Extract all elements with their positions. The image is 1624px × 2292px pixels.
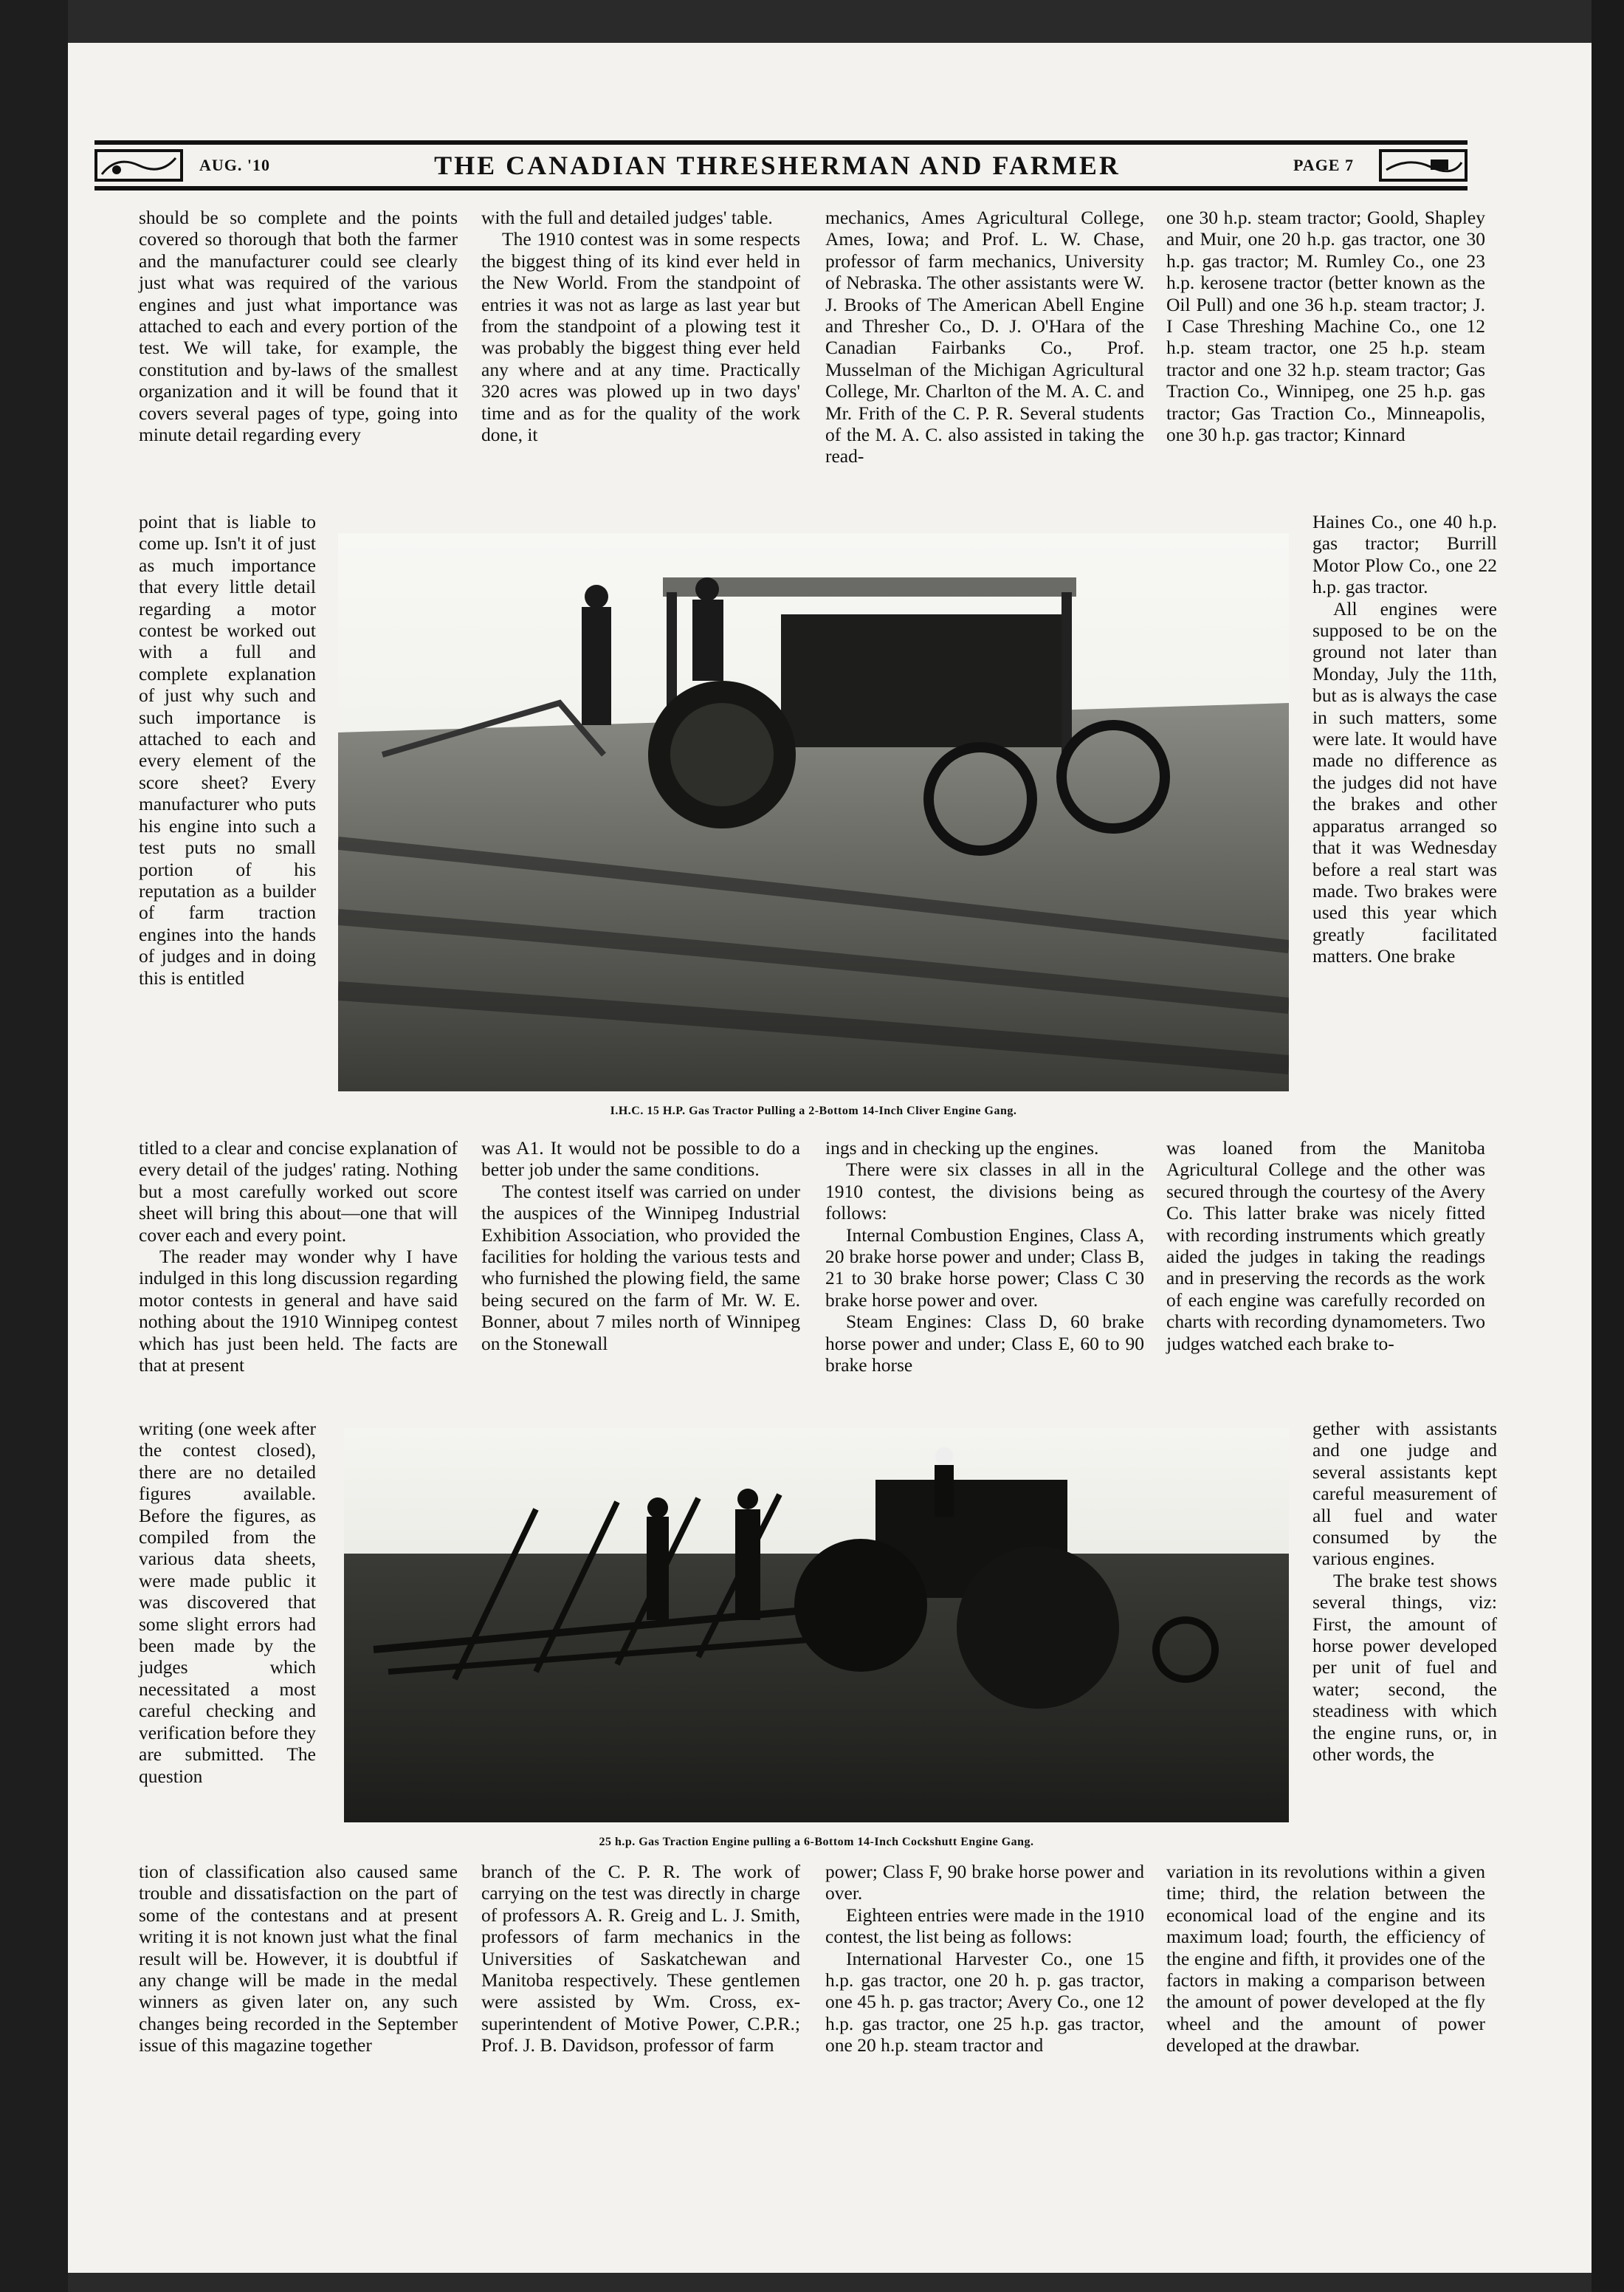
column-4-wrap [1312,511,1497,967]
column-1-top [139,207,458,445]
paragraph: tion of classification also caused same trouble and dissatisfaction on the part of some of the contestans and at present writing it is not known just what the final result will be. However, it is doubtful if any change will be made in the medal winners as given later on, any such changes being recorded in the September issue of this magazine together [139,1861,458,2056]
paragraph: writing (one week after the contest closed), there are no detailed figures available. Before the figures, as compiled from the various data sheets, were made public it was discovered that some slight errors had been made by the judges which necessitated a most careful checking and verification before they are submitted. The question [139,1418,316,1787]
column-3-bottom [825,1861,1144,2056]
photo-caption: 25 h.p. Gas Traction Engine pulling a 6-Bottom 14-Inch Cockshutt Engine Gang. [599,1836,1034,1848]
paragraph: Eighteen entries were made in the 1910 contest, the list being as follows: [825,1904,1144,1948]
paragraph: variation in its revolutions within a given time; third, the relation between the economical load of the engine and its maximum load; fourth, the efficiency of the engine and fifth, it provides one of the factors in making a comparison between the amount of power developed at the fly wheel and the amount of power developed at the drawbar. [1166,1861,1485,2056]
paragraph: was A1. It would not be possible to do a better job under the same conditions. [481,1137,800,1181]
column-3-top [825,207,1144,467]
paragraph: branch of the C. P. R. The work of carrying on the test was directly in charge of professors A. R. Greig and L. J. Smith, professors of farm mechanics in the Universities of Saskatchewan and Manitoba respectively. These gentlemen were assisted by Wm. Cross, ex-superintendent of Motive Power, C.P.R.; Prof. J. B. Davidson, professor of farm [481,1861,800,2056]
paragraph: Haines Co., one 40 h.p. gas tractor; Burrill Motor Plow Co., one 22 h.p. gas tractor. [1312,511,1497,598]
column-1-mid [139,1137,458,1376]
photo-gas-traction-cockshutt-gang [344,1428,1289,1822]
paragraph: ings and in checking up the engines. [825,1137,1099,1159]
column-2-mid [481,1137,800,1354]
paragraph: with the full and detailed judges' table. [481,207,773,228]
paragraph: gether with assistants and one judge and several assistants kept careful measurement of all fuel and water consumed by the various engines. [1312,1418,1497,1570]
paragraph: was loaned from the Manitoba Agricultural College and the other was secured through the courtesy of the Avery Co. This latter brake was nicely fitted with recording instruments which greatly aided the judges in taking the readings and in preserving the records as the work of each engine was carefully recorded on charts with recording dynamometers. Two judges watched each brake to- [1166,1137,1485,1354]
column-4-wrap-2 [1312,1418,1497,1766]
page-edge-right [1592,0,1624,2292]
column-4-bottom [1166,1861,1485,2056]
masthead-banner [94,140,1468,191]
issue-date: AUG. '10 [199,156,270,174]
column-1-wrap-2 [139,1418,316,1787]
paragraph: The reader may wonder why I have indulged in this long discussion regarding motor contests in general and have said nothing about the 1910 Winnipeg contest which has just been held. The facts are that at present [139,1246,458,1376]
right-ornament-icon [1379,148,1468,183]
paragraph: Internal Combustion Engines, Class A, 20 brake horse power and under; Class B, 21 to 30 brake horse power; Class C 30 brake horse power and over. [825,1224,1144,1311]
paragraph: Steam Engines: Class D, 60 brake horse power and under; Class E, 60 to 90 brake horse [825,1311,1144,1376]
paragraph: titled to a clear and concise explanation of every detail of the judges' rating. Nothing but a most carefully worked out score sheet will bring this about—one that will cover each and every point. [139,1137,458,1246]
paragraph: International Harvester Co., one 15 h.p. gas tractor, one 20 h. p. gas tractor, one 45 h. p. gas tractor; Avery Co., one 12 h.p. gas tractor, one 25 h.p. gas tractor, one 20 h.p. steam tractor and [825,1947,1144,2056]
paragraph: The 1910 contest was in some respects the biggest thing of its kind ever held in the New World. From the standpoint of entries it was not as large as last year but from the standpoint of a plowing test it was probably the biggest thing ever held any where and at any time. Practically 320 acres was plowed up in two days' time and as for the quality of the work done, it [481,228,800,446]
column-4-top [1166,207,1485,445]
paragraph: All engines were supposed to be on the ground not later than Monday, July the 11th, but as is always the case in such matters, some were late. It would have made no difference as the judges did not have the brakes and other apparatus arranged so that it was Wednesday before a real start was made. Two brakes were used this year which greatly facilitated matters. One brake [1312,597,1497,967]
paragraph: The contest itself was carried on under the auspices of the Winnipeg Industrial Exhibition Association, who provided the facilities for holding the various tests and who furnished the plowing field, the same being secured on the farm of Mr. W. E. Bonner, about 7 miles north of Winnipeg on the Stonewall [481,1180,800,1354]
publication-title: THE CANADIAN THRESHERMAN AND FARMER [434,151,1121,180]
paragraph: power; Class F, 90 brake horse power and over. [825,1861,1144,1904]
photo-caption: I.H.C. 15 H.P. Gas Tractor Pulling a 2-Bottom 14-Inch Cliver Engine Gang. [610,1105,1017,1117]
paragraph: one 30 h.p. steam tractor; Goold, Shapley and Muir, one 20 h.p. gas tractor, one 30 h.p. gas tractor; M. Rumley Co., one 23 h.p. kerosene tractor (better known as the Oil Pull) and one 36 h.p. steam tractor; J. I Case Threshing Machine Co., one 12 h.p. steam tractor, one 25 h.p. steam tractor and one 32 h.p. steam tractor; Gas Traction Co., Winnipeg, one 25 h.p. gas tractor; Gas Traction Co., Minneapolis, one 30 h.p. gas tractor; Kinnard [1166,207,1485,446]
column-4-mid [1166,1137,1485,1354]
page-number: PAGE 7 [1293,156,1354,174]
paragraph: The brake test shows several things, viz: First, the amount of horse power developed per unit of fuel and water; second, the steadiness with which the engine runs, or, in other words, the [1312,1569,1497,1766]
column-2-bottom [481,1861,800,2056]
column-3-mid [825,1137,1144,1376]
paragraph: point that is liable to come up. Isn't it of just as much importance that every little detail regarding a motor contest be worked out with a full and complete explanation of just why such and such importance is attached to each and every element of the score sheet? Every manufacturer who puts his engine into such a test puts no small portion of his reputation as a builder of farm traction engines into the hands of judges and in doing this is entitled [139,511,316,989]
left-ornament-icon [94,148,183,183]
column-1-bottom [139,1861,458,2056]
column-2-top [481,207,800,445]
column-1-wrap [139,511,316,989]
paragraph: There were six classes in all in the 1910 contest, the divisions being as follows: [825,1159,1144,1224]
page-edge-left [0,0,68,2292]
paragraph: should be so complete and the points covered so thorough that both the farmer and the manufacturer could see clearly just what was required of the various engines and just what importance was attached to each and every portion of the test. We will take, for example, the constitution and by-laws of the smallest organization and it will be found that it covers several pages of type, going into minute detail regarding every [139,207,458,446]
photo-gas-tractor-cliver-gang [338,533,1289,1091]
paragraph: mechanics, Ames Agricultural College, Ames, Iowa; and Prof. L. W. Chase, professor of farm mechanics, University of Nebraska. The other assistants were W. J. Brooks of The American Abell Engine and Thresher Co., D. J. O'Hara of the Canadian Fairbanks Co., Prof. Musselman of the Michigan Agricultural College, Mr. Charlton of the M. A. C. and Mr. Frith of the C. P. R. Several students of the M. A. C. also assisted in taking the read- [825,207,1144,467]
